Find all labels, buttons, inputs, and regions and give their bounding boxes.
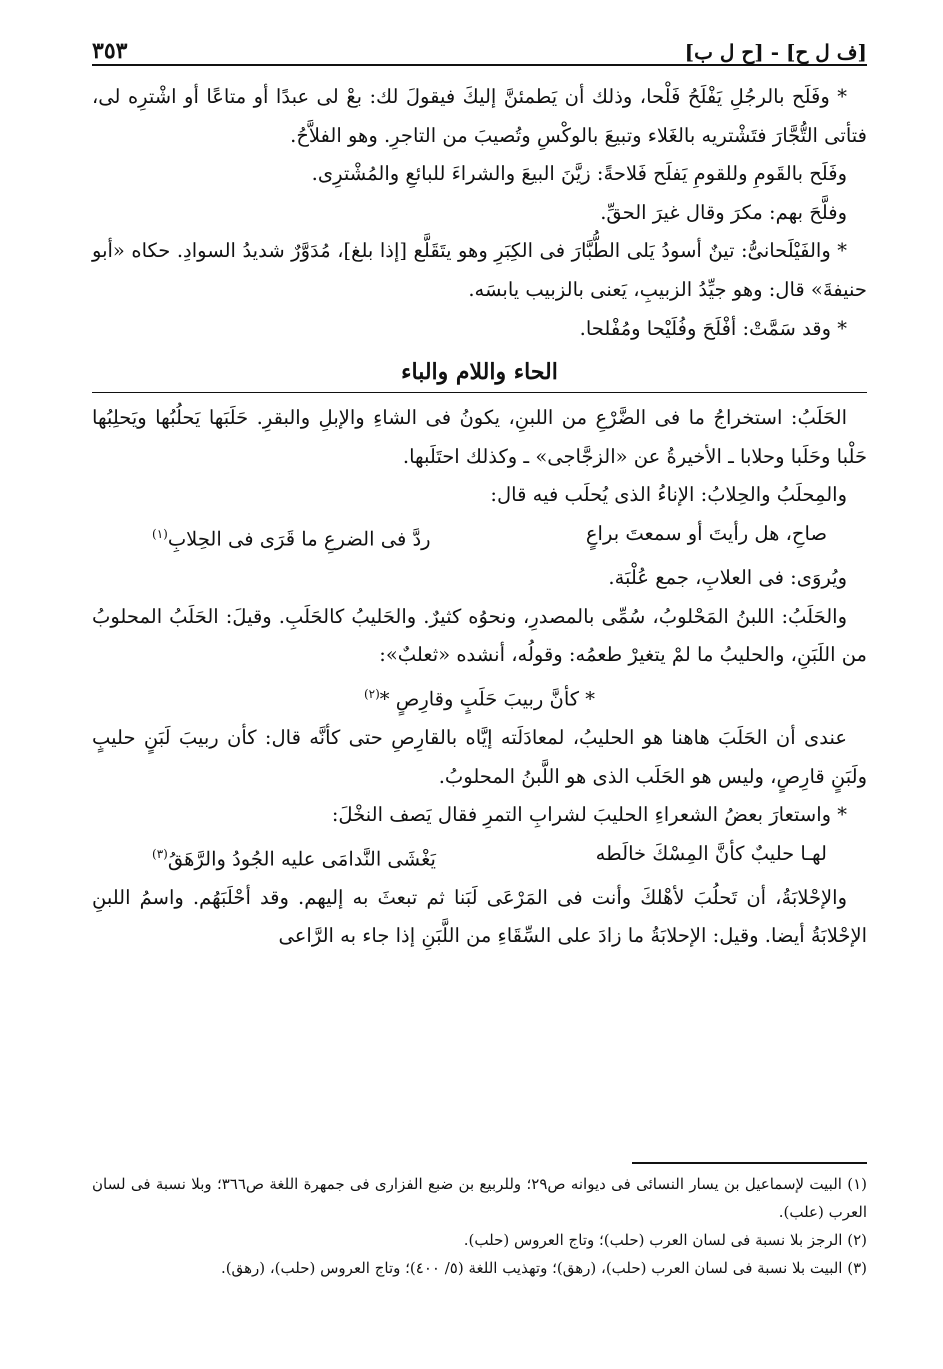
- paragraph: عندى أن الحَلَبَ هاهنا هو الحليبُ، لمعادَلَته إيَّاه بالقارِصِ حتى كأنَّه قال: كأن ربيبَ لَبَنٍ حليبٍ ولَبَنٍ قارِصٍ، وليس هو الحَلَب الذى هو اللَّبنُ المحلوبُ.: [92, 725, 867, 788]
- verse-line: [92, 515, 867, 559]
- page-header: [92, 26, 867, 66]
- footnote: (٢) الرجز بلا نسبة فى لسان العرب (حلب)؛ وتاج العروس (حلب).: [463, 1231, 867, 1249]
- footnote-divider: [632, 1162, 867, 1164]
- paragraph: ويُروَى: فى العلابِ، جمع عُلْبَة.: [608, 566, 847, 590]
- verse-hemistich-first: لهـا حليبٌ كأنَّ المِسْكَ خالَطه: [595, 841, 827, 865]
- verse-line: [92, 675, 867, 719]
- paragraph: * واستعارَ بعضُ الشعراءِ الحليبَ لشرابِ التمرِ فقال يَصف النخْلَ:: [331, 803, 847, 827]
- paragraph: * والفَيْلَحانىُّ: تينٌ أسودُ يَلى الطُّبَّارَ فى الكِبَرِ وهو يتَقَلَّع [إذا بلغ]، مُدَوَّرٌ شديدُ السوادِ. حكاه «أبو حنيفةَ» قال: وهو جيِّدُ الزبيبِ، يَعنى بالزبيب يابسَه.: [92, 239, 867, 301]
- footnote: (٣) البيت بلا نسبة فى لسان العرب (حلب)، (رهق)؛ وتهذيب اللغة (٥/ ٤٠٠)؛ وتاج العروس (حلب)، (رهق).: [220, 1259, 867, 1277]
- page: [92, 26, 867, 1346]
- paragraph: والمِحلَبُ والحِلابُ: الإناءُ الذى يُحلَب فيه قال:: [490, 483, 847, 507]
- paragraph: * وقد سَمَّتْ: أفْلَحَ وفُلَيْحا ومُفْلحا.: [579, 316, 847, 340]
- page-number: ٣٥٣: [92, 38, 128, 64]
- paragraph: والإحْلابَةُ، أن تَحلُبَ لأهْلكَ وأنت فى المَرْعَى لَبَنا ثم تبعثَ به إليهم. وقد أحْلَبَهُم. واسمُ اللبنِ الإحْلابَةُ أيضا. وقيل: الإحلابَةُ ما زادَ على السِّقَاءِ من اللَّبَنِ إذا جاء به الرَّاعى: [92, 885, 867, 948]
- section-title: الحاء واللام والباء: [92, 352, 867, 393]
- footnote-ref: (١): [152, 526, 168, 541]
- footnote-ref: (٣): [152, 846, 168, 861]
- footnote: (١) البيت لإسماعيل بن يسار النسائى فى ديوانه ص٢٩؛ وللربيع بن ضبع الفزارى فى جمهرة اللغة ص٣٦٦؛ وبلا نسبة فى لسان العرب (علب).: [92, 1175, 868, 1221]
- paragraph: الحَلَبُ: استخراجُ ما فى الضَّرْعِ من اللبنِ، يكونُ فى الشاءِ والإبلِ والبقرِ. حَلَبَها يَحلُبُها ويَحلِبُها حَلْبا وحَلَبا وحلابا ـ الأخيرةُ عن «الزجَّاجى» ـ وكذلك احتَلَبها.: [92, 406, 867, 468]
- verse-hemistich-first: صاحِ، هل رأيتَ أو سمعتَ براعٍ: [585, 521, 827, 545]
- verse-hemistich-second: ردَّ فى الضرعِ ما قَرَى فى الحِلابِ$^{(١)}$: [152, 526, 431, 551]
- paragraph: وفَلَح بالقَومِ وللقومِ يَفلَح فَلاحةً: زيَّنَ البيعَ والشراءَ للبائعِ والمُشْترِى.: [311, 162, 847, 186]
- verse-rajaz: * كأنَّ ربيبَ حَلَبٍ وقارِصٍ *$^{(٢)}$: [363, 686, 596, 711]
- paragraph: والحَلَبُ: اللبنُ المَحْلوبُ، سُمِّى بالمصدرِ، ونحوُه كثيرٌ. والحَليبُ كالحَلَبِ. وقيلَ: الحَلَبُ المحلوبُ من اللَبَنِ، والحليبُ ما لمْ يتغيرْ طعمُه: وقولُه، أنشده «ثعلبٌ»:: [92, 604, 867, 667]
- main-text: [92, 78, 867, 956]
- footnotes: [92, 1162, 867, 1282]
- footnote-ref: (٢): [363, 686, 380, 701]
- verse-hemistich-second: يَغْشَى النَّدامَى عليه الجُودُ والرَّهَقُ$^{(٣)}$: [152, 846, 436, 871]
- paragraph: * وفَلَح بالرجُلِ يَفْلَحُ فَلْحا، وذلك أن يَطمئنَّ إليكَ فيقولَ لك: بعْ لى عبدًا أو متاعًا أو اشْترِه لى، فتأتى التُّجَّارَ فتَشْتريه بالغَلاء وتبيعَ بالوكْسِ وتُصيبَ من التاجرِ. وهو الفلاَّحُ.: [92, 85, 867, 147]
- running-head: [ف ل ح] - [ح ل ب]: [684, 40, 867, 64]
- paragraph: وفلَّحَ بهم: مكرَ وقال غيرَ الحقِّ.: [600, 200, 847, 224]
- verse-line: [92, 835, 867, 879]
